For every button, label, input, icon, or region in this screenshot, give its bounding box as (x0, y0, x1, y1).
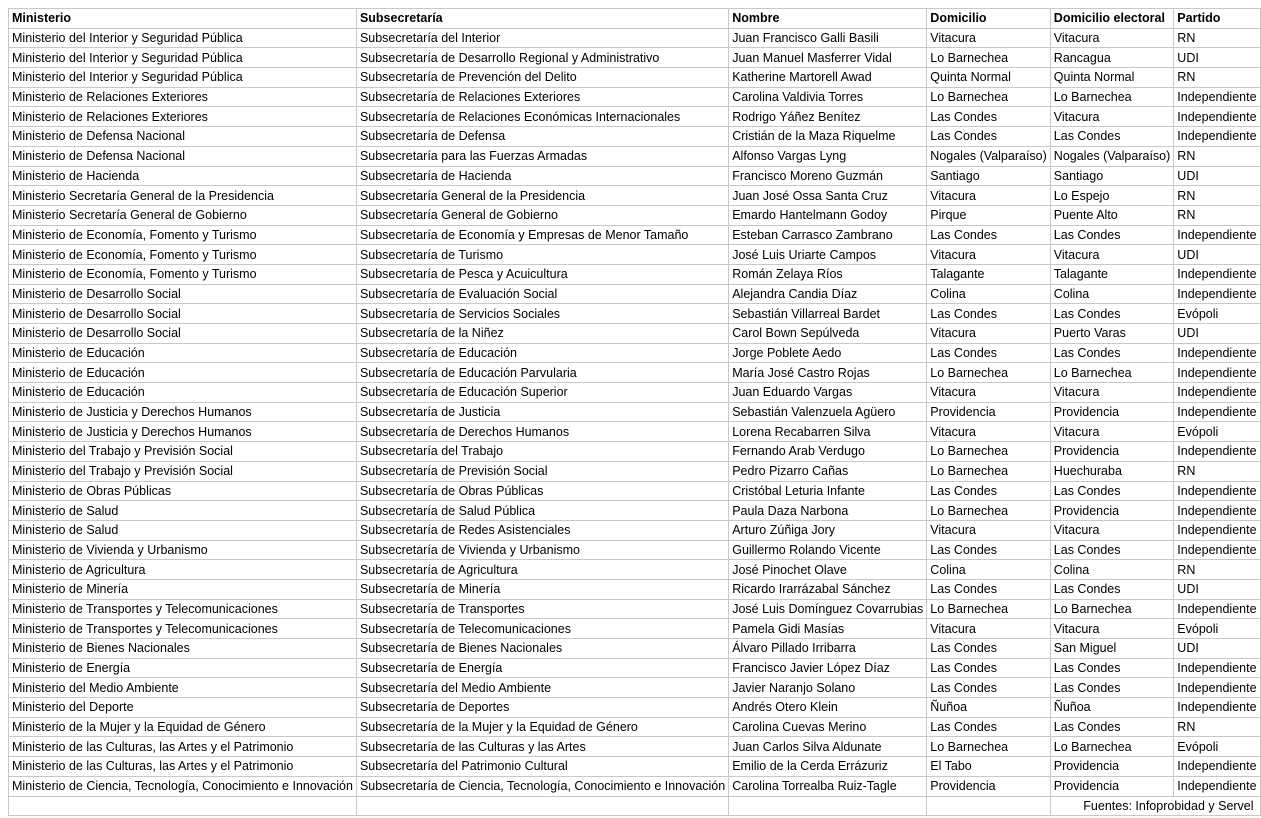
partido-cell: Independiente (1174, 520, 1260, 540)
nombre-cell: Jorge Poblete Aedo (729, 343, 927, 363)
nombre-cell: Fernando Arab Verdugo (729, 442, 927, 462)
ministerio-cell: Ministerio de Transportes y Telecomunicaciones (9, 619, 357, 639)
ministerio-cell: Ministerio de Desarrollo Social (9, 284, 357, 304)
domicilio-cell: Nogales (Valparaíso) (927, 146, 1051, 166)
partido-cell: Independiente (1174, 284, 1260, 304)
domicilio-electoral-cell: San Miguel (1050, 639, 1174, 659)
domicilio-electoral-cell: Talagante (1050, 264, 1174, 284)
table-row (9, 737, 1261, 757)
table-row (9, 717, 1261, 737)
partido-cell: UDI (1174, 245, 1260, 265)
table-row (9, 324, 1261, 344)
table-row (9, 363, 1261, 383)
partido-cell: Independiente (1174, 402, 1260, 422)
header-ministerio: Ministerio (9, 9, 357, 29)
domicilio-cell: Lo Barnechea (927, 737, 1051, 757)
partido-cell: UDI (1174, 48, 1260, 68)
domicilio-cell: Las Condes (927, 304, 1051, 324)
domicilio-cell: Las Condes (927, 717, 1051, 737)
header-domicilio: Domicilio (927, 9, 1051, 29)
nombre-cell: María José Castro Rojas (729, 363, 927, 383)
domicilio-cell: Las Condes (927, 540, 1051, 560)
domicilio-electoral-cell: Lo Barnechea (1050, 737, 1174, 757)
partido-cell: UDI (1174, 579, 1260, 599)
nombre-cell: Arturo Zúñiga Jory (729, 520, 927, 540)
domicilio-electoral-cell: Las Condes (1050, 717, 1174, 737)
domicilio-cell: Santiago (927, 166, 1051, 186)
nombre-cell: Juan Manuel Masferrer Vidal (729, 48, 927, 68)
nombre-cell: Guillermo Rolando Vicente (729, 540, 927, 560)
domicilio-cell: Vitacura (927, 422, 1051, 442)
ministerio-cell: Ministerio de Defensa Nacional (9, 146, 357, 166)
nombre-cell: Emardo Hantelmann Godoy (729, 205, 927, 225)
subsecretaria-cell: Subsecretaría General de Gobierno (356, 205, 728, 225)
ministerio-cell: Ministerio de Relaciones Exteriores (9, 107, 357, 127)
partido-cell: UDI (1174, 166, 1260, 186)
partido-cell: UDI (1174, 639, 1260, 659)
partido-cell: Independiente (1174, 383, 1260, 403)
table-body (9, 9, 1261, 816)
domicilio-electoral-cell: Santiago (1050, 166, 1174, 186)
ministerio-cell: Ministerio de Desarrollo Social (9, 324, 357, 344)
domicilio-cell: Lo Barnechea (927, 461, 1051, 481)
domicilio-cell: Ñuñoa (927, 698, 1051, 718)
subsecretaria-cell: Subsecretaría de Desarrollo Regional y Administrativo (356, 48, 728, 68)
ministerio-cell: Ministerio de Bienes Nacionales (9, 639, 357, 659)
domicilio-cell: Las Condes (927, 127, 1051, 147)
domicilio-cell: Las Condes (927, 225, 1051, 245)
subsecretaria-cell: Subsecretaría del Patrimonio Cultural (356, 757, 728, 777)
domicilio-electoral-cell: Providencia (1050, 402, 1174, 422)
ministerio-cell: Ministerio de Ciencia, Tecnología, Conocimiento e Innovación (9, 776, 357, 796)
domicilio-cell: Vitacura (927, 383, 1051, 403)
domicilio-cell: Providencia (927, 776, 1051, 796)
domicilio-cell: Pirque (927, 205, 1051, 225)
domicilio-electoral-cell: Colina (1050, 284, 1174, 304)
domicilio-cell: Las Condes (927, 579, 1051, 599)
subsecretaria-cell: Subsecretaría de Energía (356, 658, 728, 678)
ministerio-cell: Ministerio del Interior y Seguridad Pública (9, 28, 357, 48)
subsecretaria-cell: Subsecretaría del Trabajo (356, 442, 728, 462)
subsecretaria-cell: Subsecretaría de Obras Públicas (356, 481, 728, 501)
table-row (9, 698, 1261, 718)
partido-cell: Independiente (1174, 658, 1260, 678)
domicilio-cell: Las Condes (927, 343, 1051, 363)
subsecretaria-cell: Subsecretaría de Servicios Sociales (356, 304, 728, 324)
table-row (9, 422, 1261, 442)
domicilio-cell: Las Condes (927, 678, 1051, 698)
domicilio-cell: Las Condes (927, 481, 1051, 501)
table-row (9, 146, 1261, 166)
domicilio-cell: El Tabo (927, 757, 1051, 777)
domicilio-electoral-cell: Puente Alto (1050, 205, 1174, 225)
ministerio-cell: Ministerio de Energía (9, 658, 357, 678)
subsecretaria-cell: Subsecretaría de Agricultura (356, 560, 728, 580)
header-domicilio-electoral: Domicilio electoral (1050, 9, 1174, 29)
nombre-cell: Carolina Valdivia Torres (729, 87, 927, 107)
domicilio-electoral-cell: Lo Barnechea (1050, 363, 1174, 383)
subsecretaria-cell: Subsecretaría de la Mujer y la Equidad de Género (356, 717, 728, 737)
subsecretaria-cell: Subsecretaría de Relaciones Económicas Internacionales (356, 107, 728, 127)
domicilio-electoral-cell: Colina (1050, 560, 1174, 580)
nombre-cell: Juan Eduardo Vargas (729, 383, 927, 403)
subsecretaria-cell: Subsecretaría de Minería (356, 579, 728, 599)
partido-cell: Evópoli (1174, 619, 1260, 639)
partido-cell: RN (1174, 146, 1260, 166)
subsecretaria-cell: Subsecretaría de Deportes (356, 698, 728, 718)
partido-cell: Evópoli (1174, 304, 1260, 324)
domicilio-electoral-cell: Vitacura (1050, 422, 1174, 442)
table-row (9, 442, 1261, 462)
subsecretaria-cell: Subsecretaría del Interior (356, 28, 728, 48)
domicilio-cell: Providencia (927, 402, 1051, 422)
header-subsecretaria: Subsecretaría (356, 9, 728, 29)
footer-row (9, 796, 1261, 816)
subsecretaria-cell: Subsecretaría de Pesca y Acuicultura (356, 264, 728, 284)
subsecretaria-cell: Subsecretaría de Prevención del Delito (356, 68, 728, 88)
ministerio-cell: Ministerio del Deporte (9, 698, 357, 718)
domicilio-electoral-cell: Las Condes (1050, 481, 1174, 501)
partido-cell: Independiente (1174, 481, 1260, 501)
empty-cell (356, 796, 728, 816)
table-row (9, 461, 1261, 481)
partido-cell: RN (1174, 186, 1260, 206)
ministerio-cell: Ministerio de Economía, Fomento y Turismo (9, 225, 357, 245)
subsecretaria-cell: Subsecretaría de Educación Superior (356, 383, 728, 403)
partido-cell: RN (1174, 68, 1260, 88)
table-row (9, 68, 1261, 88)
domicilio-electoral-cell: Las Condes (1050, 127, 1174, 147)
partido-cell: Independiente (1174, 501, 1260, 521)
ministerio-cell: Ministerio de Agricultura (9, 560, 357, 580)
ministerio-cell: Ministerio de Salud (9, 520, 357, 540)
nombre-cell: Juan Carlos Silva Aldunate (729, 737, 927, 757)
domicilio-electoral-cell: Las Condes (1050, 579, 1174, 599)
ministerio-cell: Ministerio de Obras Públicas (9, 481, 357, 501)
partido-cell: Independiente (1174, 127, 1260, 147)
subsecretaria-cell: Subsecretaría de Economía y Empresas de Menor Tamaño (356, 225, 728, 245)
subsecretaria-cell: Subsecretaría de Hacienda (356, 166, 728, 186)
partido-cell: Independiente (1174, 678, 1260, 698)
ministerio-cell: Ministerio de Salud (9, 501, 357, 521)
ministerio-cell: Ministerio de Transportes y Telecomunicaciones (9, 599, 357, 619)
partido-cell: Independiente (1174, 442, 1260, 462)
ministerio-cell: Ministerio del Trabajo y Previsión Social (9, 442, 357, 462)
domicilio-cell: Quinta Normal (927, 68, 1051, 88)
domicilio-electoral-cell: Vitacura (1050, 107, 1174, 127)
domicilio-cell: Lo Barnechea (927, 442, 1051, 462)
domicilio-electoral-cell: Las Condes (1050, 678, 1174, 698)
nombre-cell: Francisco Moreno Guzmán (729, 166, 927, 186)
subsecretaria-cell: Subsecretaría de Educación (356, 343, 728, 363)
domicilio-cell: Lo Barnechea (927, 501, 1051, 521)
ministerio-cell: Ministerio de Hacienda (9, 166, 357, 186)
header-row (9, 9, 1261, 29)
nombre-cell: Sebastián Villarreal Bardet (729, 304, 927, 324)
table-row (9, 579, 1261, 599)
empty-cell (9, 796, 357, 816)
domicilio-electoral-cell: Puerto Varas (1050, 324, 1174, 344)
subsecretaria-cell: Subsecretaría de las Culturas y las Artes (356, 737, 728, 757)
header-partido: Partido (1174, 9, 1260, 29)
partido-cell: UDI (1174, 324, 1260, 344)
nombre-cell: Alejandra Candia Díaz (729, 284, 927, 304)
nombre-cell: Alfonso Vargas Lyng (729, 146, 927, 166)
table-row (9, 757, 1261, 777)
domicilio-electoral-cell: Las Condes (1050, 658, 1174, 678)
table-row (9, 107, 1261, 127)
domicilio-electoral-cell: Huechuraba (1050, 461, 1174, 481)
domicilio-cell: Talagante (927, 264, 1051, 284)
domicilio-electoral-cell: Vitacura (1050, 383, 1174, 403)
table-row (9, 284, 1261, 304)
subsecretaria-cell: Subsecretaría de Relaciones Exteriores (356, 87, 728, 107)
table-row (9, 501, 1261, 521)
subsecretaria-cell: Subsecretaría de Turismo (356, 245, 728, 265)
table-row (9, 48, 1261, 68)
data-table (8, 8, 1261, 816)
nombre-cell: Francisco Javier López Díaz (729, 658, 927, 678)
partido-cell: RN (1174, 205, 1260, 225)
ministerio-cell: Ministerio de Educación (9, 383, 357, 403)
nombre-cell: Álvaro Pillado Irribarra (729, 639, 927, 659)
domicilio-cell: Vitacura (927, 245, 1051, 265)
ministerio-cell: Ministerio de la Mujer y la Equidad de Género (9, 717, 357, 737)
empty-cell (927, 796, 1051, 816)
domicilio-electoral-cell: Lo Barnechea (1050, 599, 1174, 619)
domicilio-cell: Vitacura (927, 324, 1051, 344)
domicilio-cell: Las Condes (927, 639, 1051, 659)
domicilio-electoral-cell: Las Condes (1050, 225, 1174, 245)
domicilio-electoral-cell: Rancagua (1050, 48, 1174, 68)
table-row (9, 205, 1261, 225)
nombre-cell: Román Zelaya Ríos (729, 264, 927, 284)
nombre-cell: Sebastián Valenzuela Agüero (729, 402, 927, 422)
subsecretaria-cell: Subsecretaría de la Niñez (356, 324, 728, 344)
table-row (9, 540, 1261, 560)
subsecretaria-cell: Subsecretaría de Salud Pública (356, 501, 728, 521)
domicilio-electoral-cell: Vitacura (1050, 520, 1174, 540)
ministerio-cell: Ministerio de Vivienda y Urbanismo (9, 540, 357, 560)
table-row (9, 678, 1261, 698)
subsecretaria-cell: Subsecretaría de Bienes Nacionales (356, 639, 728, 659)
header-nombre: Nombre (729, 9, 927, 29)
domicilio-electoral-cell: Vitacura (1050, 28, 1174, 48)
nombre-cell: Lorena Recabarren Silva (729, 422, 927, 442)
domicilio-electoral-cell: Providencia (1050, 776, 1174, 796)
domicilio-cell: Las Condes (927, 658, 1051, 678)
partido-cell: Independiente (1174, 599, 1260, 619)
domicilio-electoral-cell: Lo Espejo (1050, 186, 1174, 206)
nombre-cell: Paula Daza Narbona (729, 501, 927, 521)
empty-cell (729, 796, 927, 816)
subsecretaria-cell: Subsecretaría de Vivienda y Urbanismo (356, 540, 728, 560)
ministerio-cell: Ministerio de Desarrollo Social (9, 304, 357, 324)
nombre-cell: Andrés Otero Klein (729, 698, 927, 718)
domicilio-cell: Colina (927, 560, 1051, 580)
table-row (9, 343, 1261, 363)
subsecretaria-cell: Subsecretaría de Evaluación Social (356, 284, 728, 304)
table-row (9, 619, 1261, 639)
nombre-cell: Rodrigo Yáñez Benítez (729, 107, 927, 127)
domicilio-cell: Lo Barnechea (927, 363, 1051, 383)
domicilio-electoral-cell: Las Condes (1050, 540, 1174, 560)
ministerio-cell: Ministerio de Defensa Nacional (9, 127, 357, 147)
partido-cell: Independiente (1174, 757, 1260, 777)
domicilio-cell: Vitacura (927, 619, 1051, 639)
table-row (9, 599, 1261, 619)
partido-cell: Independiente (1174, 343, 1260, 363)
nombre-cell: Pedro Pizarro Cañas (729, 461, 927, 481)
domicilio-cell: Vitacura (927, 186, 1051, 206)
domicilio-electoral-cell: Lo Barnechea (1050, 87, 1174, 107)
nombre-cell: Cristóbal Leturia Infante (729, 481, 927, 501)
nombre-cell: José Luis Uriarte Campos (729, 245, 927, 265)
subsecretaria-cell: Subsecretaría de Transportes (356, 599, 728, 619)
table-row (9, 304, 1261, 324)
ministerio-cell: Ministerio de Minería (9, 579, 357, 599)
nombre-cell: Katherine Martorell Awad (729, 68, 927, 88)
nombre-cell: Carol Bown Sepúlveda (729, 324, 927, 344)
table-row (9, 520, 1261, 540)
table-row (9, 166, 1261, 186)
table-row (9, 639, 1261, 659)
partido-cell: Independiente (1174, 698, 1260, 718)
table-row (9, 383, 1261, 403)
table-row (9, 186, 1261, 206)
subsecretaria-cell: Subsecretaría de Derechos Humanos (356, 422, 728, 442)
nombre-cell: José Pinochet Olave (729, 560, 927, 580)
partido-cell: Independiente (1174, 225, 1260, 245)
ministerio-cell: Ministerio de Educación (9, 343, 357, 363)
ministerio-cell: Ministerio del Trabajo y Previsión Social (9, 461, 357, 481)
ministerio-cell: Ministerio del Interior y Seguridad Pública (9, 48, 357, 68)
subsecretaria-cell: Subsecretaría de Justicia (356, 402, 728, 422)
subsecretaria-cell: Subsecretaría de Defensa (356, 127, 728, 147)
domicilio-cell: Lo Barnechea (927, 87, 1051, 107)
nombre-cell: José Luis Domínguez Covarrubias (729, 599, 927, 619)
nombre-cell: Javier Naranjo Solano (729, 678, 927, 698)
domicilio-electoral-cell: Providencia (1050, 501, 1174, 521)
subsecretaria-cell: Subsecretaría General de la Presidencia (356, 186, 728, 206)
domicilio-electoral-cell: Nogales (Valparaíso) (1050, 146, 1174, 166)
partido-cell: RN (1174, 717, 1260, 737)
ministerio-cell: Ministerio de Economía, Fomento y Turismo (9, 245, 357, 265)
nombre-cell: Emilio de la Cerda Errázuriz (729, 757, 927, 777)
partido-cell: RN (1174, 461, 1260, 481)
ministerio-cell: Ministerio de Economía, Fomento y Turismo (9, 264, 357, 284)
table-row (9, 481, 1261, 501)
domicilio-electoral-cell: Vitacura (1050, 619, 1174, 639)
subsecretaria-cell: Subsecretaría de Previsión Social (356, 461, 728, 481)
subsecretaria-cell: Subsecretaría para las Fuerzas Armadas (356, 146, 728, 166)
ministerio-cell: Ministerio de las Culturas, las Artes y el Patrimonio (9, 737, 357, 757)
domicilio-electoral-cell: Providencia (1050, 442, 1174, 462)
table-row (9, 658, 1261, 678)
nombre-cell: Pamela Gidi Masías (729, 619, 927, 639)
nombre-cell: Juan Francisco Galli Basili (729, 28, 927, 48)
ministerio-cell: Ministerio del Interior y Seguridad Pública (9, 68, 357, 88)
domicilio-electoral-cell: Vitacura (1050, 245, 1174, 265)
table-row (9, 245, 1261, 265)
domicilio-electoral-cell: Providencia (1050, 757, 1174, 777)
partido-cell: RN (1174, 560, 1260, 580)
ministerio-cell: Ministerio de las Culturas, las Artes y el Patrimonio (9, 757, 357, 777)
nombre-cell: Carolina Torrealba Ruiz-Tagle (729, 776, 927, 796)
domicilio-electoral-cell: Quinta Normal (1050, 68, 1174, 88)
ministerio-cell: Ministerio Secretaría General de Gobierno (9, 205, 357, 225)
table-row (9, 560, 1261, 580)
domicilio-cell: Colina (927, 284, 1051, 304)
table-row (9, 776, 1261, 796)
table-row (9, 402, 1261, 422)
table-row (9, 28, 1261, 48)
domicilio-cell: Vitacura (927, 28, 1051, 48)
table-row (9, 225, 1261, 245)
nombre-cell: Cristián de la Maza Riquelme (729, 127, 927, 147)
sources-note: Fuentes: Infoprobidad y Servel (1050, 796, 1260, 816)
subsecretaria-cell: Subsecretaría de Redes Asistenciales (356, 520, 728, 540)
nombre-cell: Carolina Cuevas Merino (729, 717, 927, 737)
table-row (9, 87, 1261, 107)
partido-cell: Independiente (1174, 87, 1260, 107)
ministerio-cell: Ministerio de Justicia y Derechos Humanos (9, 422, 357, 442)
domicilio-cell: Vitacura (927, 520, 1051, 540)
domicilio-cell: Las Condes (927, 107, 1051, 127)
subsecretaria-cell: Subsecretaría del Medio Ambiente (356, 678, 728, 698)
nombre-cell: Ricardo Irarrázabal Sánchez (729, 579, 927, 599)
table-row (9, 264, 1261, 284)
partido-cell: RN (1174, 28, 1260, 48)
ministerio-cell: Ministerio de Educación (9, 363, 357, 383)
domicilio-cell: Lo Barnechea (927, 599, 1051, 619)
subsecretaria-cell: Subsecretaría de Educación Parvularia (356, 363, 728, 383)
partido-cell: Evópoli (1174, 422, 1260, 442)
partido-cell: Evópoli (1174, 737, 1260, 757)
nombre-cell: Juan José Ossa Santa Cruz (729, 186, 927, 206)
ministerio-cell: Ministerio Secretaría General de la Presidencia (9, 186, 357, 206)
subsecretaria-cell: Subsecretaría de Telecomunicaciones (356, 619, 728, 639)
ministerio-cell: Ministerio del Medio Ambiente (9, 678, 357, 698)
domicilio-electoral-cell: Las Condes (1050, 343, 1174, 363)
domicilio-electoral-cell: Las Condes (1050, 304, 1174, 324)
domicilio-electoral-cell: Ñuñoa (1050, 698, 1174, 718)
partido-cell: Independiente (1174, 776, 1260, 796)
table-row (9, 127, 1261, 147)
ministerio-cell: Ministerio de Relaciones Exteriores (9, 87, 357, 107)
ministerio-cell: Ministerio de Justicia y Derechos Humanos (9, 402, 357, 422)
partido-cell: Independiente (1174, 107, 1260, 127)
partido-cell: Independiente (1174, 363, 1260, 383)
partido-cell: Independiente (1174, 264, 1260, 284)
subsecretaria-cell: Subsecretaría de Ciencia, Tecnología, Conocimiento e Innovación (356, 776, 728, 796)
partido-cell: Independiente (1174, 540, 1260, 560)
domicilio-cell: Lo Barnechea (927, 48, 1051, 68)
nombre-cell: Esteban Carrasco Zambrano (729, 225, 927, 245)
